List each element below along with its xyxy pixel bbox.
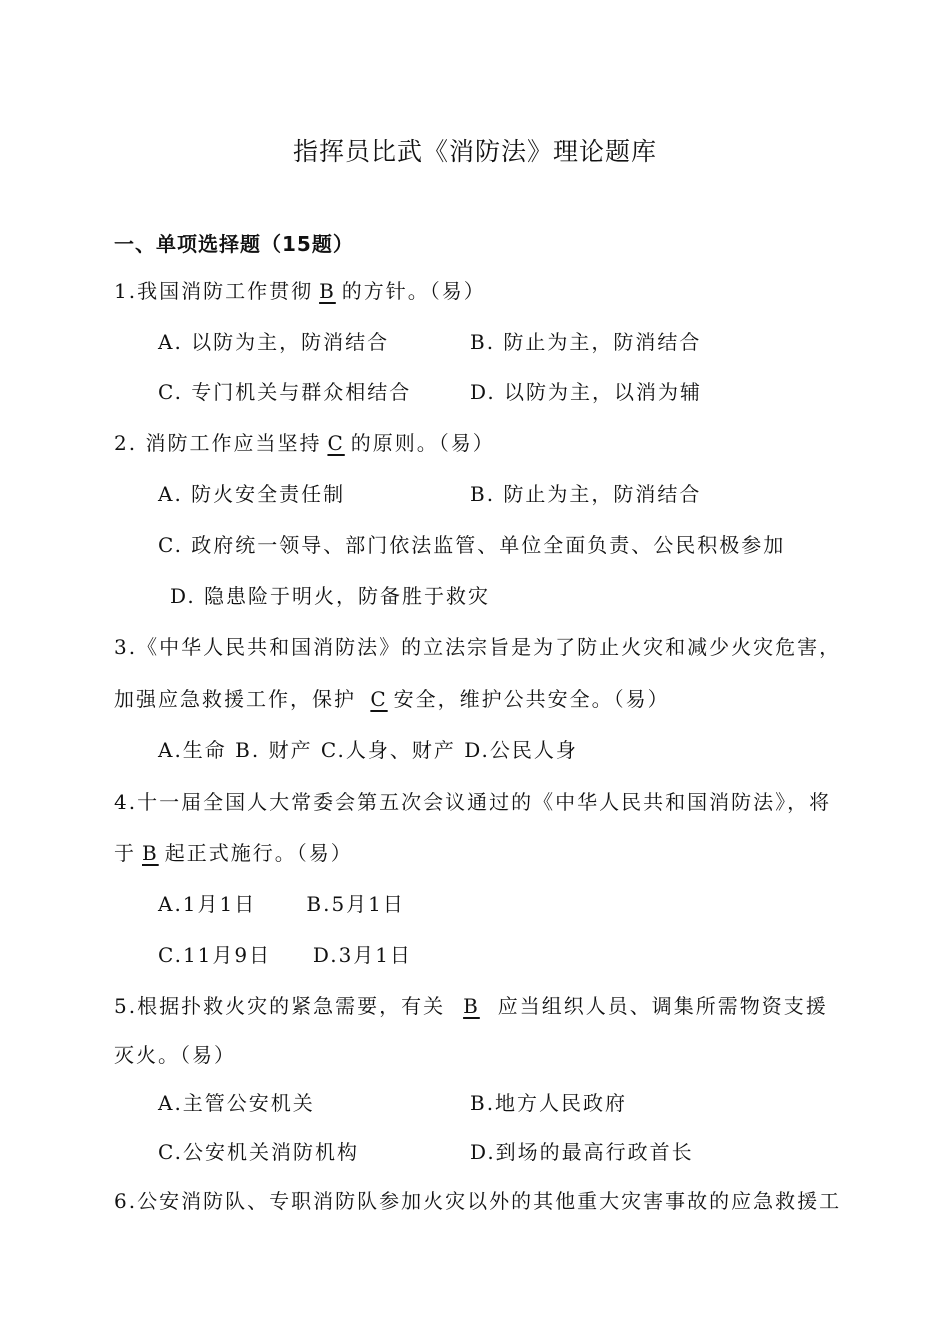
options-row: C.11月9日 D.3月1日: [158, 943, 413, 967]
option-b: B. 防止为主，防消结合: [470, 330, 702, 354]
question-2: [114, 428, 495, 458]
question-number: 3.: [114, 635, 138, 659]
section-heading: 一、单项选择题（15题）: [114, 232, 354, 256]
option-b: B. 防止为主，防消结合: [470, 482, 702, 506]
option-a: A.主管公安机关: [158, 1091, 315, 1115]
question-3: [114, 632, 841, 662]
question-text: 加强应急救援工作，保护: [114, 687, 365, 711]
question-text: 根据扑救火灾的紧急需要，有关: [137, 994, 446, 1018]
question-number: 1.: [114, 279, 138, 303]
question-6: [114, 1186, 841, 1216]
option-a: A. 防火安全责任制: [158, 482, 346, 506]
question-text: 应当组织人员、调集所需物资支援: [497, 994, 828, 1018]
question-text: 我国消防工作贯彻: [137, 279, 314, 303]
option-a: A. 以防为主，防消结合: [158, 330, 390, 354]
question-3-line2: [114, 684, 670, 714]
option-c: C.公安机关消防机构: [158, 1140, 359, 1164]
question-4: [114, 787, 831, 817]
question-5: [114, 991, 828, 1021]
question-text: 的原则。（易）: [350, 431, 495, 455]
question-number: 5.: [114, 994, 138, 1018]
answer-blank: C: [327, 431, 345, 455]
option-d: D. 以防为主，以消为辅: [470, 380, 703, 404]
question-text: 公安消防队、专职消防队参加火灾以外的其他重大灾害事故的应急救援工: [137, 1189, 842, 1213]
question-number: 2.: [114, 431, 138, 455]
option-b: B.地方人民政府: [470, 1091, 628, 1115]
option-c: C. 专门机关与群众相结合: [158, 380, 412, 404]
question-text: 十一届全国人大常委会第五次会议通过的《中华人民共和国消防法》，将: [137, 790, 832, 814]
question-1: [114, 276, 486, 306]
question-text: 安全，维护公共安全。（易）: [393, 687, 670, 711]
question-5-line2: 灭火。（易）: [114, 1043, 236, 1067]
options-row: A.1月1日 B.5月1日: [158, 892, 405, 916]
answer-blank: B: [463, 994, 480, 1018]
options-row: A.生命 B. 财产 C.人身、财产 D.公民人身: [158, 738, 578, 762]
answer-blank: B: [142, 841, 159, 865]
question-text: 消防工作应当坚持: [137, 431, 322, 455]
question-number: 4.: [114, 790, 138, 814]
question-number: 6.: [114, 1189, 138, 1213]
option-c: C. 政府统一领导、部门依法监管、单位全面负责、公民积极参加: [158, 533, 786, 557]
option-d: D.到场的最高行政首长: [470, 1140, 694, 1164]
question-text: 于: [114, 841, 136, 865]
question-text: 起正式施行。（易）: [164, 841, 353, 865]
page-title: 指挥员比武《消防法》理论题库: [292, 137, 657, 166]
answer-blank: B: [319, 279, 336, 303]
answer-blank: C: [370, 687, 388, 711]
option-d: D. 隐患险于明火，防备胜于救灾: [170, 584, 491, 608]
question-text: 《中华人民共和国消防法》的立法宗旨是为了防止火灾和减少火灾危害，: [137, 635, 842, 659]
question-4-line2: [114, 838, 353, 868]
question-text: 的方针。（易）: [341, 279, 486, 303]
